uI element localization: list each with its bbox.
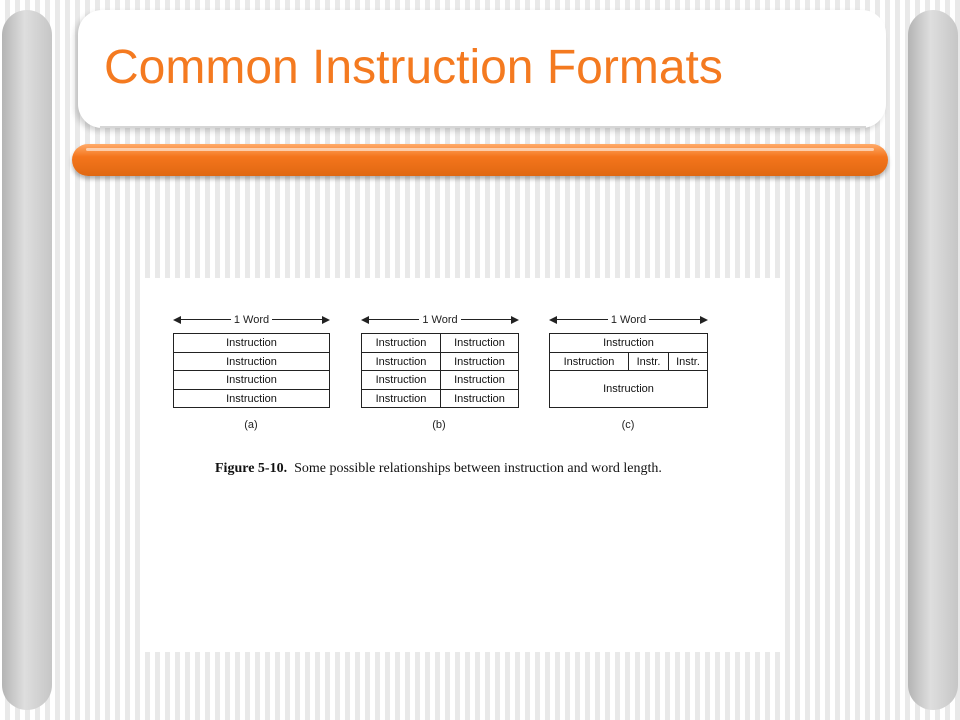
format-a-cell-3: Instruction — [173, 370, 330, 390]
instruction-format-figure — [143, 278, 783, 652]
slide-title: Common Instruction Formats — [104, 41, 723, 94]
word-width-indicator-c — [549, 313, 708, 327]
format-b-cell-4-right: Instruction — [440, 389, 519, 408]
format-a-cell-4: Instruction — [173, 389, 330, 408]
word-label-c: 1 Word — [608, 314, 649, 326]
word-width-indicator-b — [361, 313, 519, 327]
format-b-cell-3-left: Instruction — [361, 370, 441, 390]
format-c-cell-half: Instruction — [549, 352, 629, 371]
figure-caption — [215, 460, 675, 478]
figure-number: Figure 5-10. — [215, 461, 288, 476]
format-b-cell-1-right: Instruction — [440, 333, 519, 353]
word-label-b: 1 Word — [419, 314, 460, 326]
format-b-cell-4-left: Instruction — [361, 389, 441, 408]
title-underline — [100, 126, 866, 128]
diagram-label-a: (a) — [244, 419, 258, 431]
format-c-cell-quarter-2: Instr. — [668, 352, 708, 371]
left-decorative-bar — [2, 10, 52, 710]
word-label-a: 1 Word — [231, 314, 272, 326]
figure-caption-text: Some possible relationships between instruction and word length. — [294, 461, 662, 476]
right-decorative-bar — [908, 10, 958, 710]
diagram-label-c: (c) — [621, 419, 635, 431]
format-a-cell-1: Instruction — [173, 333, 330, 353]
format-c-cell-full: Instruction — [549, 333, 708, 353]
word-width-indicator-a — [173, 313, 330, 327]
diagram-label-b: (b) — [432, 419, 446, 431]
format-a-cell-2: Instruction — [173, 352, 330, 371]
format-c-cell-quarter-1: Instr. — [628, 352, 669, 371]
format-c-cell-double: Instruction — [549, 370, 708, 408]
format-b-cell-1-left: Instruction — [361, 333, 441, 353]
format-b-cell-3-right: Instruction — [440, 370, 519, 390]
format-b-cell-2-left: Instruction — [361, 352, 441, 371]
format-b-cell-2-right: Instruction — [440, 352, 519, 371]
orange-divider-bar — [72, 144, 888, 176]
